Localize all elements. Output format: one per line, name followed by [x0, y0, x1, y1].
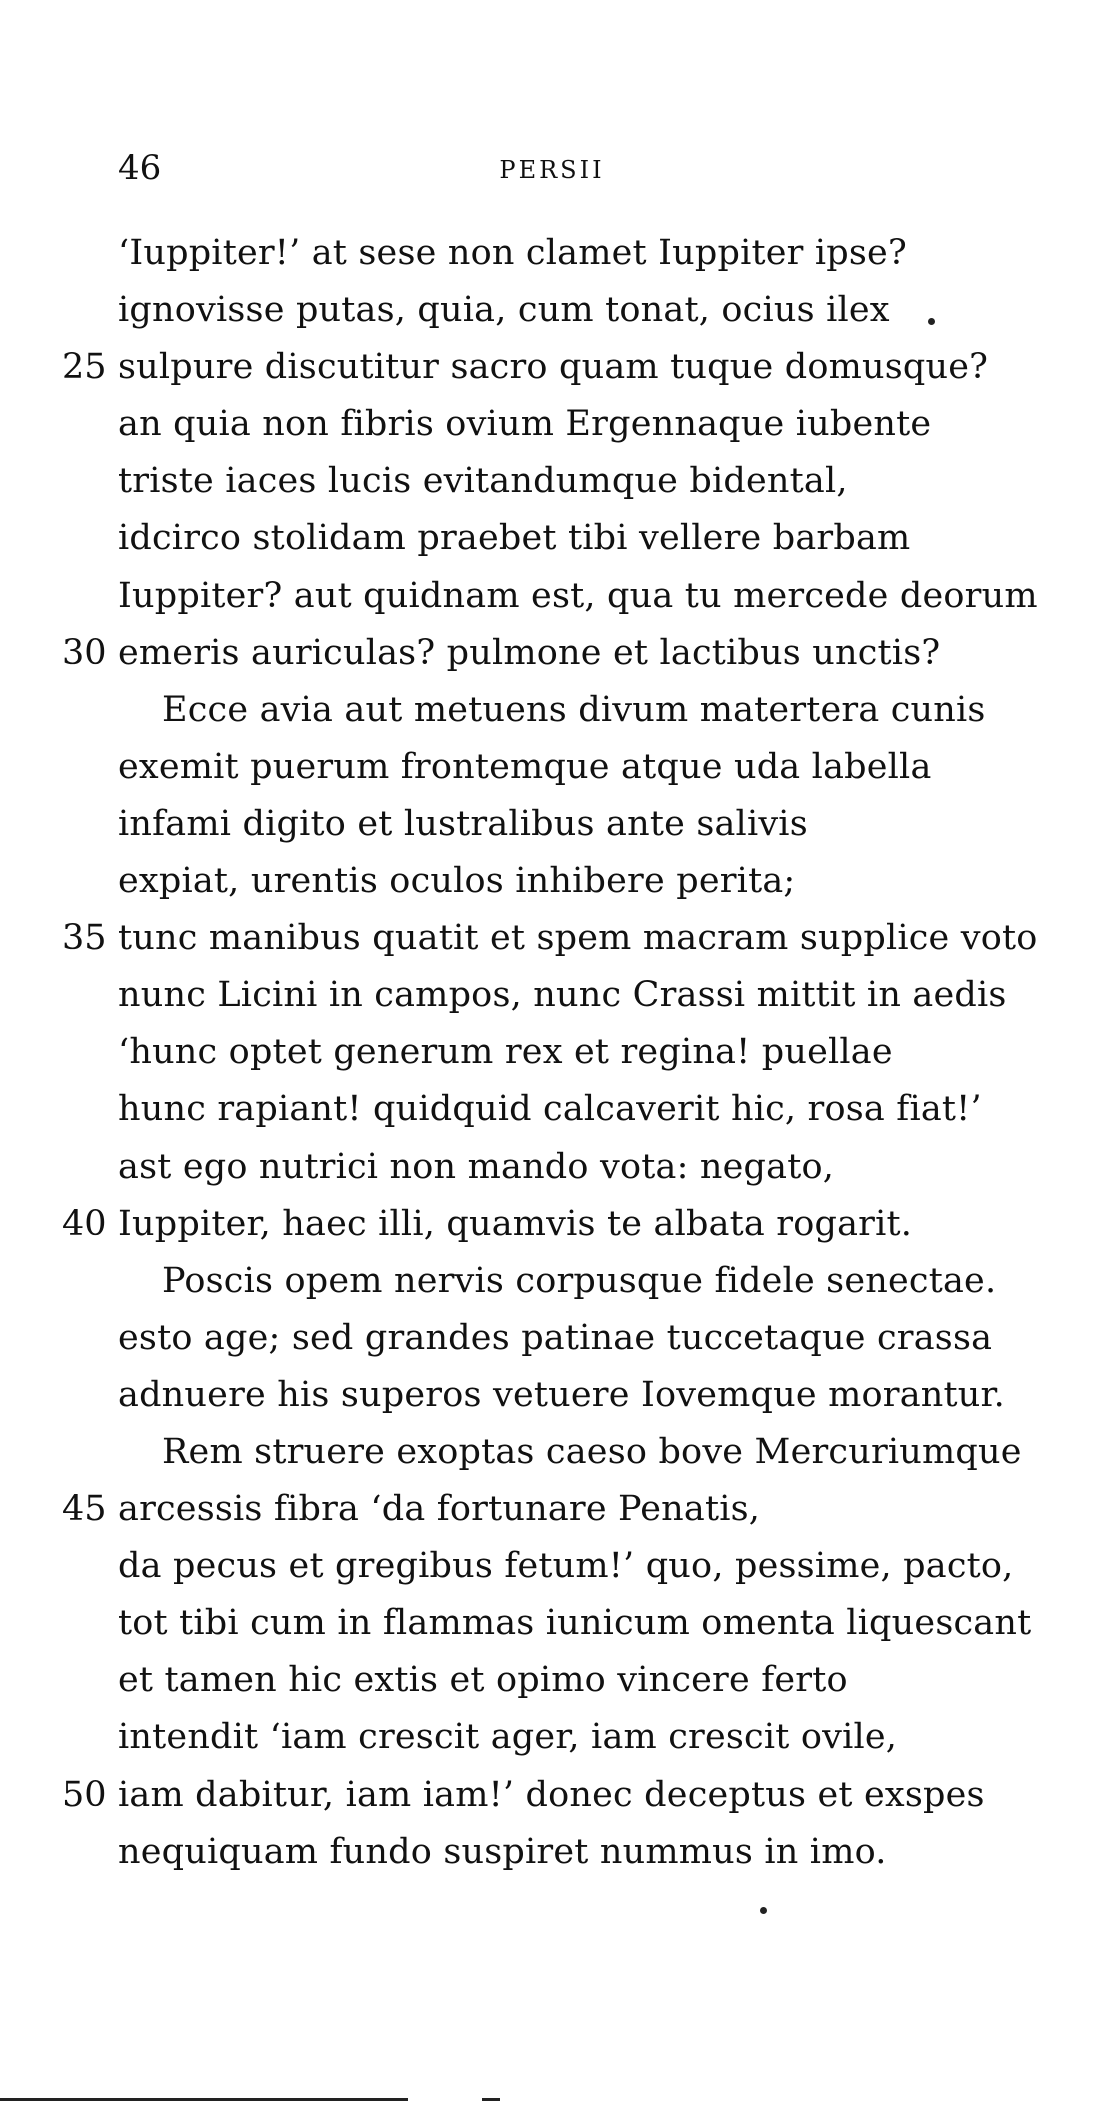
line-text: emeris auriculas? pulmone et lactibus unctis?	[118, 632, 941, 673]
line-text: adnuere his superos vetuere Iovemque morantur.	[118, 1374, 1005, 1415]
line-number: 25	[62, 347, 107, 388]
line-number: 45	[62, 1489, 107, 1530]
line-text: sulpure discutitur sacro quam tuque domusque?	[118, 347, 989, 388]
line-text: da pecus et gregibus fetum!’ quo, pessime, pacto,	[118, 1546, 1014, 1587]
verse-line	[0, 225, 1104, 282]
line-number: 40	[62, 1203, 107, 1244]
bottom-rule	[0, 2098, 408, 2101]
line-text: expiat, urentis oculos inhibere perita;	[118, 861, 796, 902]
verse-line	[0, 1024, 1104, 1081]
line-text: iam dabitur, iam iam!’ donec deceptus et exspes	[118, 1774, 985, 1815]
verse-line	[0, 1310, 1104, 1367]
line-text: hunc rapiant! quidquid calcaverit hic, rosa fiat!’	[118, 1089, 982, 1130]
line-number: 35	[62, 918, 107, 959]
verse-line	[0, 1081, 1104, 1138]
verse-line	[0, 1538, 1104, 1595]
line-text: ignovisse putas, quia, cum tonat, ocius ilex	[118, 290, 890, 331]
line-text: Iuppiter? aut quidnam est, qua tu mercede deorum	[118, 575, 1038, 616]
verse-line	[0, 1196, 1104, 1253]
verse-line	[0, 453, 1104, 510]
line-text: triste iaces lucis evitandumque bidental,	[118, 461, 848, 502]
verse-line	[0, 1709, 1104, 1766]
line-number: 50	[62, 1774, 107, 1815]
verse-line	[0, 282, 1104, 339]
verse-line	[0, 967, 1104, 1024]
verse-line	[0, 396, 1104, 453]
line-text: ‘Iuppiter!’ at sese non clamet Iuppiter ipse?	[118, 233, 907, 273]
line-text: nequiquam fundo suspiret nummus in imo.	[118, 1831, 887, 1872]
asterisk-mark	[928, 318, 935, 325]
verse-line	[0, 1652, 1104, 1709]
verse-line	[0, 625, 1104, 682]
running-head: PERSII	[499, 156, 605, 184]
line-text: an quia non fibris ovium Ergennaque iubente	[118, 404, 932, 445]
verse-line	[0, 1367, 1104, 1424]
line-text: Ecce avia aut metuens divum matertera cunis	[162, 689, 986, 730]
verse-line	[0, 510, 1104, 567]
footer-dot	[760, 1907, 767, 1914]
verse-line	[0, 1824, 1104, 1881]
verse-line	[0, 910, 1104, 967]
verse-line	[0, 853, 1104, 910]
line-number: 30	[62, 632, 107, 673]
page-number: 46	[118, 148, 162, 188]
line-text: nunc Licini in campos, nunc Crassi mittit in aedis	[118, 975, 1007, 1016]
verse-line	[0, 1253, 1104, 1310]
line-text: Iuppiter, haec illi, quamvis te albata rogarit.	[118, 1203, 913, 1244]
verse-line	[0, 796, 1104, 853]
line-text: idcirco stolidam praebet tibi vellere barbam	[118, 518, 911, 559]
verse-line	[0, 568, 1104, 625]
line-text: exemit puerum frontemque atque uda labella	[118, 746, 932, 787]
verse-line	[0, 339, 1104, 396]
verse-block	[0, 225, 1104, 1881]
verse-line	[0, 739, 1104, 796]
line-text: intendit ‘iam crescit ager, iam crescit ovile,	[118, 1717, 898, 1758]
verse-line	[0, 1595, 1104, 1652]
verse-line	[0, 1139, 1104, 1196]
bottom-tick	[482, 2098, 500, 2101]
line-text: ‘hunc optet generum rex et regina! puellae	[118, 1032, 893, 1073]
verse-line	[0, 1767, 1104, 1824]
line-text: tot tibi cum in flammas iunicum omenta liquescant	[118, 1603, 1032, 1644]
line-text: et tamen hic extis et opimo vincere ferto	[118, 1660, 848, 1701]
line-text: esto age; sed grandes patinae tuccetaque crassa	[118, 1317, 993, 1358]
verse-line	[0, 1481, 1104, 1538]
line-text: ast ego nutrici non mando vota: negato,	[118, 1146, 835, 1187]
verse-line	[0, 682, 1104, 739]
page-header	[0, 148, 1104, 188]
verse-line	[0, 1424, 1104, 1481]
line-text: Rem struere exoptas caeso bove Mercuriumque	[162, 1431, 1022, 1472]
line-text: tunc manibus quatit et spem macram supplice voto	[118, 918, 1038, 959]
line-text: infami digito et lustralibus ante salivis	[118, 803, 808, 844]
line-text: arcessis fibra ‘da fortunare Penatis,	[118, 1489, 761, 1530]
line-text: Poscis opem nervis corpusque fidele senectae.	[162, 1260, 997, 1301]
